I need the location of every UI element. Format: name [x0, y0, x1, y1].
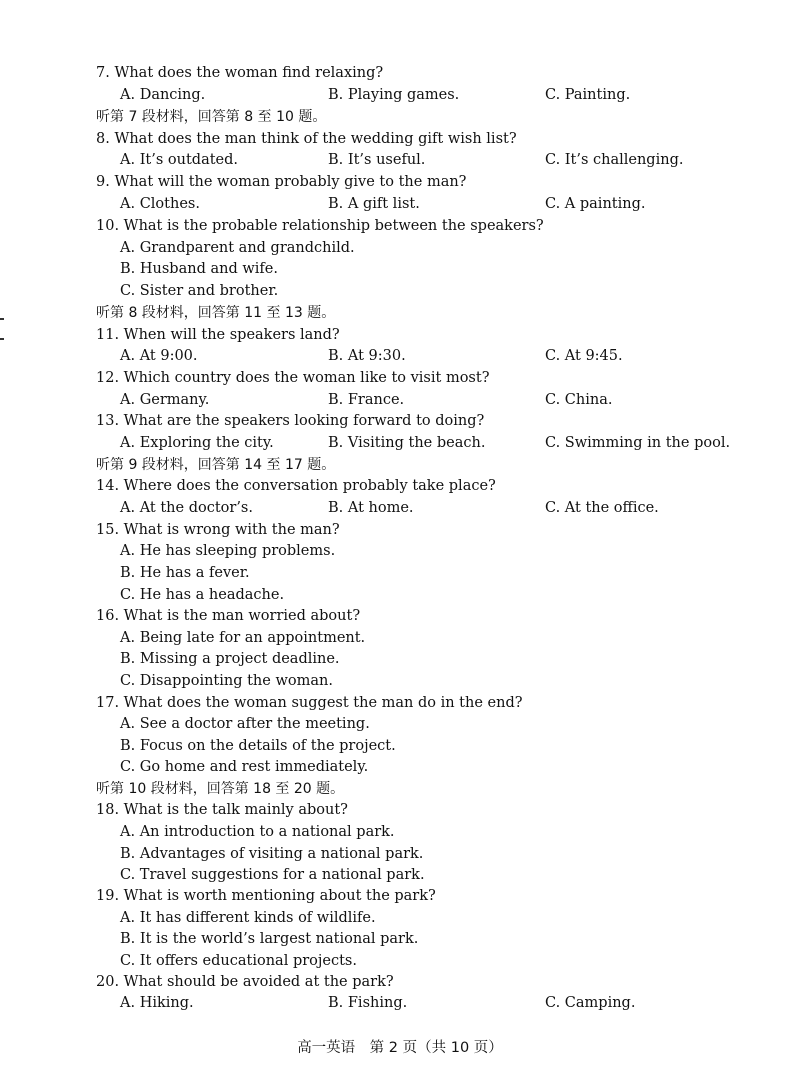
question-12-option-b: B. France. — [328, 392, 405, 408]
question-13-stem: 13. What are the speakers looking forward to doing? — [96, 413, 485, 429]
section-9-instruction: 听第 9 段材料，回答第 14 至 17 题。 — [96, 457, 336, 473]
question-18-option-a: A. An introduction to a national park. — [120, 824, 395, 840]
question-20-stem: 20. What should be avoided at the park? — [96, 974, 394, 990]
question-8-option-c: C. It’s challenging. — [545, 152, 684, 168]
question-8-option-a: A. It’s outdated. — [120, 152, 239, 168]
question-10-option-c: C. Sister and brother. — [120, 283, 279, 299]
question-16-option-c: C. Disappointing the woman. — [120, 673, 333, 689]
question-7-option-a: A. Dancing. — [120, 87, 206, 103]
question-20-option-a: A. Hiking. — [120, 995, 194, 1011]
question-18-option-c: C. Travel suggestions for a national park. — [120, 867, 425, 883]
margin-mark — [0, 318, 4, 320]
page-footer: 高一英语 第 2 页（共 10 页） — [297, 1040, 503, 1056]
question-14-option-a: A. At the doctor’s. — [120, 500, 253, 516]
question-12-stem: 12. Which country does the woman like to visit most? — [96, 370, 490, 386]
question-7-option-b: B. Playing games. — [328, 87, 460, 103]
question-18-option-b: B. Advantages of visiting a national park. — [120, 846, 424, 862]
question-14-option-c: C. At the office. — [545, 500, 659, 516]
question-19-option-b: B. It is the world’s largest national park. — [120, 931, 419, 947]
question-13-option-a: A. Exploring the city. — [120, 435, 274, 451]
question-7-option-c: C. Painting. — [545, 87, 631, 103]
question-9-option-a: A. Clothes. — [120, 196, 200, 212]
question-20-option-c: C. Camping. — [545, 995, 636, 1011]
question-11-option-c: C. At 9:45. — [545, 348, 623, 364]
question-7-stem: 7. What does the woman find relaxing? — [96, 65, 384, 81]
margin-mark — [0, 338, 4, 340]
question-11-stem: 11. When will the speakers land? — [96, 327, 340, 343]
question-14-option-b: B. At home. — [328, 500, 414, 516]
question-11-option-a: A. At 9:00. — [120, 348, 198, 364]
section-10-instruction: 听第 10 段材料，回答第 18 至 20 题。 — [96, 781, 345, 797]
question-9-option-c: C. A painting. — [545, 196, 646, 212]
question-10-stem: 10. What is the probable relationship between the speakers? — [96, 218, 544, 234]
section-8-instruction: 听第 8 段材料，回答第 11 至 13 题。 — [96, 305, 336, 321]
question-19-stem: 19. What is worth mentioning about the park? — [96, 888, 436, 904]
question-20-option-b: B. Fishing. — [328, 995, 408, 1011]
question-9-stem: 9. What will the woman probably give to the man? — [96, 174, 467, 190]
question-10-option-a: A. Grandparent and grandchild. — [120, 240, 355, 256]
question-17-option-b: B. Focus on the details of the project. — [120, 738, 396, 754]
question-11-option-b: B. At 9:30. — [328, 348, 406, 364]
question-19-option-a: A. It has different kinds of wildlife. — [120, 910, 376, 926]
question-8-stem: 8. What does the man think of the wedding gift wish list? — [96, 131, 517, 147]
question-19-option-c: C. It offers educational projects. — [120, 953, 357, 969]
question-13-option-c: C. Swimming in the pool. — [545, 435, 731, 451]
question-15-option-b: B. He has a fever. — [120, 565, 250, 581]
question-17-stem: 17. What does the woman suggest the man do in the end? — [96, 695, 523, 711]
question-16-option-a: A. Being late for an appointment. — [120, 630, 366, 646]
question-17-option-c: C. Go home and rest immediately. — [120, 759, 369, 775]
question-14-stem: 14. Where does the conversation probably take place? — [96, 478, 496, 494]
section-7-instruction: 听第 7 段材料，回答第 8 至 10 题。 — [96, 109, 327, 125]
question-10-option-b: B. Husband and wife. — [120, 261, 278, 277]
question-8-option-b: B. It’s useful. — [328, 152, 426, 168]
question-12-option-c: C. China. — [545, 392, 613, 408]
question-16-option-b: B. Missing a project deadline. — [120, 651, 340, 667]
question-13-option-b: B. Visiting the beach. — [328, 435, 486, 451]
question-16-stem: 16. What is the man worried about? — [96, 608, 361, 624]
question-15-option-a: A. He has sleeping problems. — [120, 543, 336, 559]
question-15-stem: 15. What is wrong with the man? — [96, 522, 340, 538]
question-9-option-b: B. A gift list. — [328, 196, 420, 212]
question-12-option-a: A. Germany. — [120, 392, 210, 408]
question-18-stem: 18. What is the talk mainly about? — [96, 802, 348, 818]
question-15-option-c: C. He has a headache. — [120, 587, 285, 603]
question-17-option-a: A. See a doctor after the meeting. — [120, 716, 370, 732]
